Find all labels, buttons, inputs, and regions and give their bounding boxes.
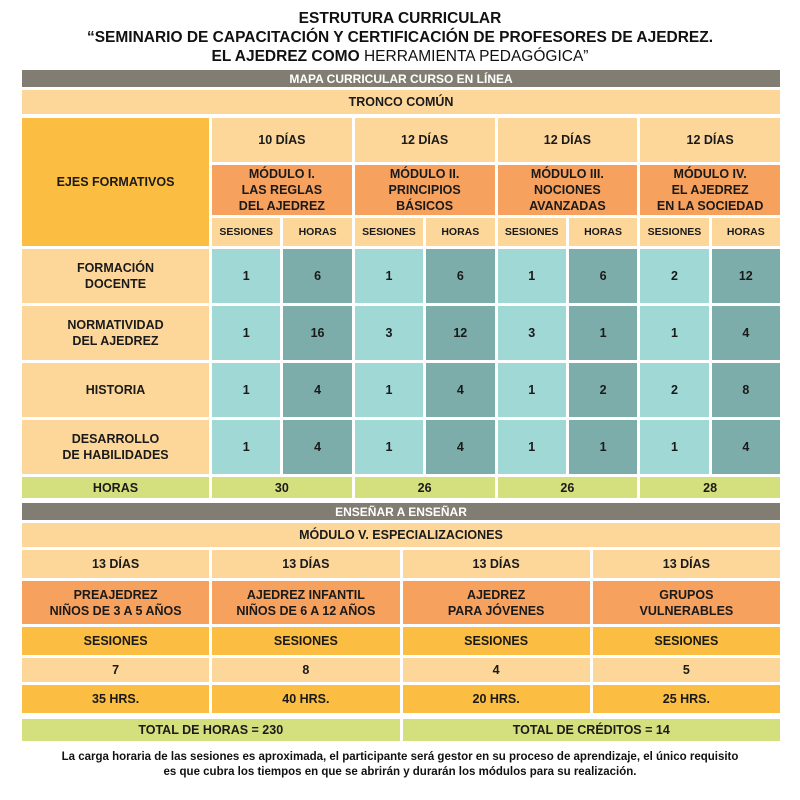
hours-cell: 4 (283, 363, 351, 417)
teach-header-block (22, 503, 780, 547)
sessions-subheader: SESIONES (355, 218, 423, 246)
tronco-comun-header: TRONCO COMÚN (22, 90, 780, 114)
module-total-hours: 26 (498, 477, 638, 498)
sessions-cell: 1 (212, 306, 280, 360)
sessions-cell: 1 (355, 249, 423, 303)
sessions-cell: 3 (498, 306, 566, 360)
sessions-cell: 2 (640, 249, 708, 303)
sessions-cell: 1 (355, 420, 423, 474)
spec-sessions-label: SESIONES (403, 627, 590, 655)
row-label: FORMACIÓN DOCENTE (22, 249, 209, 303)
sessions-cell: 3 (355, 306, 423, 360)
hours-cell: 4 (283, 420, 351, 474)
module-days: 12 DÍAS (640, 118, 780, 162)
totals-row (22, 719, 780, 741)
spec-hours: 40 HRS. (212, 685, 399, 713)
hours-subheader: HORAS (426, 218, 494, 246)
sessions-cell: 1 (212, 420, 280, 474)
curriculum-table (22, 118, 780, 498)
hours-cell: 12 (426, 306, 494, 360)
module-v-header: MÓDULO V. ESPECIALIZACIONES (22, 523, 780, 547)
module-total-hours: 30 (212, 477, 352, 498)
module-total-hours: 28 (640, 477, 780, 498)
module-name: MÓDULO I. LAS REGLAS DEL AJEDREZ (212, 165, 352, 215)
hours-cell: 4 (426, 363, 494, 417)
spec-sessions-label: SESIONES (212, 627, 399, 655)
spec-days: 13 DÍAS (593, 550, 780, 578)
title-line-3 (0, 47, 800, 66)
hours-subheader: HORAS (712, 218, 780, 246)
total-credits: TOTAL DE CRÉDITOS = 14 (403, 719, 781, 741)
hours-cell: 1 (569, 306, 637, 360)
map-header: MAPA CURRICULAR CURSO EN LÍNEA (22, 70, 780, 87)
spec-days: 13 DÍAS (22, 550, 209, 578)
hours-subheader: HORAS (569, 218, 637, 246)
sessions-subheader: SESIONES (640, 218, 708, 246)
document-title (0, 9, 800, 66)
hours-subheader: HORAS (283, 218, 351, 246)
sessions-cell: 1 (640, 306, 708, 360)
module-name: MÓDULO IV. EL AJEDREZ EN LA SOCIEDAD (640, 165, 780, 215)
footnote: La carga horaria de las sesiones es aproximada, el participante será gestor en su proceso de aprendizaje, el único requisito es que cubra los tiempos en que se abrirán y durarán los módulos para su realización. (61, 751, 739, 778)
spec-hours: 35 HRS. (22, 685, 209, 713)
spec-name: AJEDREZ INFANTIL NIÑOS DE 6 A 12 AÑOS (212, 581, 399, 624)
spec-hours: 25 HRS. (593, 685, 780, 713)
total-hours: TOTAL DE HORAS = 230 (22, 719, 400, 741)
sessions-cell: 1 (640, 420, 708, 474)
hours-cell: 4 (712, 306, 780, 360)
hours-cell: 2 (569, 363, 637, 417)
sessions-subheader: SESIONES (498, 218, 566, 246)
hours-total-label: HORAS (22, 477, 209, 498)
sessions-cell: 1 (212, 363, 280, 417)
hours-cell: 4 (712, 420, 780, 474)
sessions-cell: 1 (498, 249, 566, 303)
spec-sessions-value: 4 (403, 658, 590, 682)
hours-cell: 6 (283, 249, 351, 303)
title-line-1: ESTRUTURA CURRICULAR (298, 10, 502, 27)
module-name: MÓDULO II. PRINCIPIOS BÁSICOS (355, 165, 495, 215)
hours-cell: 1 (569, 420, 637, 474)
spec-days: 13 DÍAS (403, 550, 590, 578)
sessions-cell: 1 (212, 249, 280, 303)
module-days: 12 DÍAS (355, 118, 495, 162)
spec-name: AJEDREZ PARA JÓVENES (403, 581, 590, 624)
spec-sessions-value: 5 (593, 658, 780, 682)
title-line-3-normal: HERRAMIENTA PEDAGÓGICA” (359, 48, 589, 65)
sessions-cell: 1 (498, 363, 566, 417)
spec-sessions-value: 8 (212, 658, 399, 682)
hours-cell: 4 (426, 420, 494, 474)
specializations-table (22, 550, 780, 713)
title-line-2: “SEMINARIO DE CAPACITACIÓN Y CERTIFICACIÓN DE PROFESORES DE AJEDREZ. (86, 29, 714, 46)
module-days: 10 DÍAS (212, 118, 352, 162)
sessions-cell: 1 (498, 420, 566, 474)
hours-cell: 16 (283, 306, 351, 360)
title-line-3-bold: EL AJEDREZ COMO (211, 48, 360, 65)
sessions-cell: 2 (640, 363, 708, 417)
row-label: DESARROLLO DE HABILIDADES (22, 420, 209, 474)
module-days: 12 DÍAS (498, 118, 638, 162)
hours-cell: 8 (712, 363, 780, 417)
sessions-subheader: SESIONES (212, 218, 280, 246)
hours-cell: 12 (712, 249, 780, 303)
hours-cell: 6 (426, 249, 494, 303)
module-total-hours: 26 (355, 477, 495, 498)
spec-name: PREAJEDREZ NIÑOS DE 3 A 5 AÑOS (22, 581, 209, 624)
module-name: MÓDULO III. NOCIONES AVANZADAS (498, 165, 638, 215)
spec-name: GRUPOS VULNERABLES (593, 581, 780, 624)
map-header-block (22, 70, 780, 114)
row-label: HISTORIA (22, 363, 209, 417)
spec-days: 13 DÍAS (212, 550, 399, 578)
teach-header: ENSEÑAR A ENSEÑAR (22, 503, 780, 520)
row-label: NORMATIVIDAD DEL AJEDREZ (22, 306, 209, 360)
spec-sessions-label: SESIONES (593, 627, 780, 655)
spec-sessions-value: 7 (22, 658, 209, 682)
hours-cell: 6 (569, 249, 637, 303)
spec-hours: 20 HRS. (403, 685, 590, 713)
ejes-formativos-header: EJES FORMATIVOS (22, 118, 209, 246)
spec-sessions-label: SESIONES (22, 627, 209, 655)
sessions-cell: 1 (355, 363, 423, 417)
